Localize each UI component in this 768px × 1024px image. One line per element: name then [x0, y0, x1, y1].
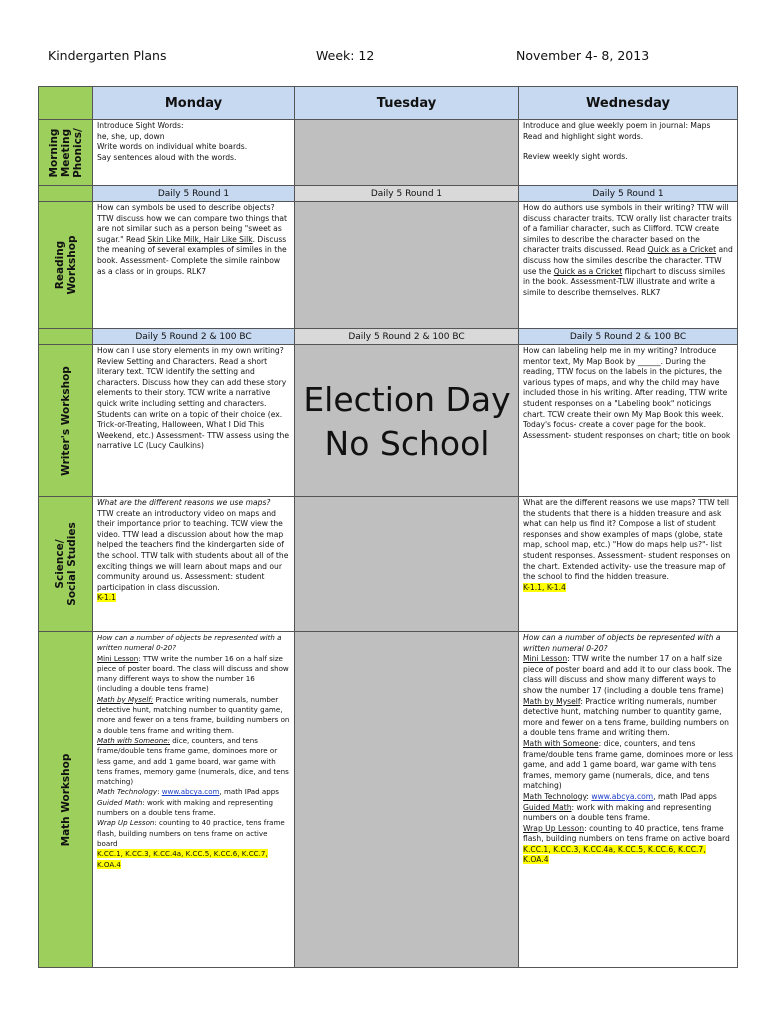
document-title: Kindergarten Plans: [48, 48, 167, 63]
corner-cell: [39, 87, 93, 120]
cell-text: Write words on individual white boards.: [97, 142, 248, 152]
daily5-round2-wednesday: Daily 5 Round 2 & 100 BC: [519, 329, 738, 345]
tuesday-reading-cell: [295, 202, 519, 329]
cell-text: Read and highlight sight words.: [523, 131, 644, 141]
row-label-text: Math Workshop: [59, 753, 72, 846]
cell-text: TTW create an introductory video on maps and their importance prior to teaching. TCW view the video. TTW lead a discussion about how the map helped the teachers find the kindergarten side of the school. TTW talk with students about all of the exciting things we will learn about maps and our community around us. Assessment: student participation in class discussion.: [97, 508, 289, 592]
standards-badge: K.CC.1, K.CC.3, K.CC.4a, K.CC.5, K.CC.6, K.CC.7, K.OA.4: [97, 849, 268, 869]
daily5-round1-tuesday: Daily 5 Round 1: [295, 186, 519, 202]
cell-text: Introduce Sight Words:: [97, 121, 184, 130]
row-label-text: Science/: [53, 539, 66, 589]
row-label-text: Meeting: [59, 128, 72, 177]
section-label: Math by Myself:: [97, 694, 154, 704]
election-day-notice: [296, 378, 518, 466]
section-label: Wrap Up Lesson: [523, 823, 585, 833]
cell-text: : Practice writing numerals, number detective hunt, matching number to quantity game, more and fewer on a tens frame, building numbers on a double tens frame and writing them.: [523, 696, 729, 738]
monday-math-cell: [93, 632, 295, 968]
day-header-wednesday: Wednesday: [519, 87, 738, 120]
row-label-reading: [39, 202, 93, 329]
cell-text: How do authors use symbols in their writing? TTW will discuss character traits. TCW orally list character traits of a familiar character, such as Clifford. TCW create similes to describe the character based on the character traits discussed. Read: [523, 203, 732, 255]
row-label-writers: [39, 345, 93, 497]
essential-question: How can a number of objects be represented with a written numeral 0-20?: [97, 633, 282, 653]
cell-text: , math IPad apps: [653, 791, 717, 801]
daily5-round2-monday: Daily 5 Round 2 & 100 BC: [93, 329, 295, 345]
daily5-round2-tuesday: Daily 5 Round 2 & 100 BC: [295, 329, 519, 345]
cell-text: :: [586, 791, 592, 801]
cell-text: Say sentences aloud with the words.: [97, 152, 237, 162]
section-label: Math Technology: [97, 787, 158, 797]
cell-text: Introduce and glue weekly poem in journal: Maps: [523, 121, 711, 130]
section-label: Math with Someone: [523, 738, 599, 748]
website-link[interactable]: www.abcya.com: [161, 787, 220, 797]
day-header-tuesday: Tuesday: [295, 87, 519, 120]
monday-science-cell: [93, 497, 295, 632]
section-label: Math with Someone:: [97, 735, 171, 745]
row-label-spacer: [39, 186, 93, 202]
tuesday-science-cell: [295, 497, 519, 632]
website-link[interactable]: www.abcya.com: [591, 791, 654, 801]
section-label: Wrap Up Lesson: [97, 818, 155, 828]
wednesday-science-cell: [519, 497, 738, 632]
row-label-text: Morning: [47, 128, 60, 177]
day-header-monday: Monday: [93, 87, 295, 120]
tuesday-morning-cell: [295, 120, 519, 186]
row-label-text: Phonics/: [71, 127, 84, 178]
cell-text: How can I use story elements in my own writing? Review Setting and Characters. Read a short literary text. TCW identify the setting and characters. Discuss how they can add these story elements to their story. TCW write a narrative quick write including setting and characters. Students can write on a topic of their choice (ex. Trick-or-Treating, Halloween, What I Did This Weekend, etc.) Assessment- TTW assess using the narrative LC (Lucy Caulkins): [97, 346, 290, 451]
tuesday-math-cell: [295, 632, 519, 968]
book-title: Skin Like Milk, Hair Like Silk: [147, 234, 253, 244]
row-label-math: [39, 632, 93, 968]
cell-text: [523, 142, 733, 152]
cell-text: : TTW write the number 17 on a half size piece of poster board and add it to our class book. The class will discuss and show many different ways to show the number 17 (including a double tens frame): [523, 654, 732, 695]
cell-text: dice, counters, and tens frame/double tens frame game, dominoes more or less game, and add 1 game board, war game with tens frames, memory game (numerals, dice, and tens matching): [97, 735, 289, 787]
cell-text: How can symbols be used to describe objects?: [97, 203, 275, 212]
cell-text: : dice, counters, and tens frame/double tens frame game, dominoes more or less game, and add 1 game board, war game with tens frames, memory game (numerals, dice, and tens matching): [523, 738, 733, 791]
row-label-text: Workshop: [65, 235, 78, 295]
essential-question: How can a number of objects be represented with a written numeral 0-20?: [523, 633, 721, 653]
date-range: November 4- 8, 2013: [516, 48, 650, 63]
cell-text: Review weekly sight words.: [523, 152, 628, 162]
cell-text: : counting to 40 practice, tens frame flash, building numbers on tens frame on active board: [523, 823, 730, 844]
cell-text: . Discuss the meaning of several examples of similes in the book. Assessment- Complete the simile rainbow as a class or in groups. RLK7: [97, 234, 287, 276]
cell-text: : counting to 40 practice, tens frame flash, building numbers on tens frame on active board: [97, 818, 285, 848]
week-label: Week: 12: [316, 48, 375, 63]
section-label: Guided Math: [97, 797, 143, 807]
wednesday-morning-cell: [519, 120, 738, 186]
monday-writers-cell: [93, 345, 295, 497]
row-label-morning: [39, 120, 93, 186]
book-title: Quick as a Cricket: [553, 266, 623, 276]
cell-text: flipchart to discuss similes in the book. Assessment-TLW illustrate and write a simile to describe themselves. RLK7: [523, 266, 726, 297]
cell-text: Practice writing numerals, number detective hunt, matching number to quantity game, more and fewer on a tens frame, building numbers on a double tens frame and writing them.: [97, 694, 290, 735]
cell-text: TTW discuss how we can compare two things that are not similar such as a person being "sweet as sugar." Read: [97, 213, 288, 244]
row-label-science: [39, 497, 93, 632]
section-label: Math by Myself: [523, 696, 581, 706]
wednesday-writers-cell: [519, 345, 738, 497]
election-line: No School: [324, 424, 490, 463]
daily5-round1-wednesday: Daily 5 Round 1: [519, 186, 738, 202]
cell-text: : work with making and representing numbers on a double tens frame.: [97, 797, 273, 818]
monday-reading-cell: [93, 202, 295, 329]
row-label-text: Social Studies: [65, 522, 78, 606]
cell-text: , math IPad apps: [219, 787, 279, 797]
section-label: Mini Lesson: [523, 654, 568, 664]
cell-text: : work with making and representing numbers on a double tens frame.: [523, 802, 712, 823]
row-label-spacer: [39, 329, 93, 345]
essential-question: What are the different reasons we use maps?: [97, 498, 271, 507]
cell-text: How can labeling help me in my writing? Introduce mentor text, My Map Book by ______. During the reading, TTW focus on the labels in the pictures, the various types of maps, and why the child may have included those in his writing. After reading, TTW write student responses on a "Labeling book" noticings chart. TCW create their own My Map Book this week. Today's focus- create a cover page for the book. Assessment- student responses on chart; title on book: [523, 346, 731, 440]
election-line: Election Day: [303, 380, 511, 419]
lesson-plan-table: [38, 86, 738, 968]
row-label-text: Writer's Workshop: [59, 365, 72, 476]
row-label-text: Reading: [53, 240, 66, 290]
wednesday-math-cell: [519, 632, 738, 968]
section-label: Mini Lesson: [97, 653, 139, 663]
book-title: Quick as a Cricket: [647, 245, 717, 255]
wednesday-reading-cell: [519, 202, 738, 329]
section-label: Guided Math: [523, 802, 572, 812]
standards-badge: K.CC.1, K.CC.3, K.CC.4a, K.CC.5, K.CC.6, K.CC.7, K.OA.4: [523, 844, 706, 865]
cell-text: : TTW write the number 16 on a half size piece of poster board. The class will discuss and show many different ways to show the number 16 (including a double tens frame): [97, 653, 289, 694]
cell-text: :: [157, 787, 162, 797]
cell-text: and discuss how the similes describe the character. TTW use the: [523, 245, 733, 276]
daily5-round1-monday: Daily 5 Round 1: [93, 186, 295, 202]
cell-text: he, she, up, down: [97, 131, 165, 141]
section-label: Math Technology: [523, 791, 587, 801]
cell-text: What are the different reasons we use maps? TTW tell the students that there is a hidden treasure and ask what can help us find it? Compose a list of student responses and show examples of maps (globe, state map, school map, etc.) "How do maps help us?"- list student responses. Assessment- student responses on the chart. Extended activity- use the treasure map of the school to find the hidden treasure.: [523, 498, 731, 582]
standards-badge: K-1.1, K-1.4: [523, 582, 566, 592]
monday-morning-cell: [93, 120, 295, 186]
standards-badge: K-1.1: [97, 593, 116, 603]
